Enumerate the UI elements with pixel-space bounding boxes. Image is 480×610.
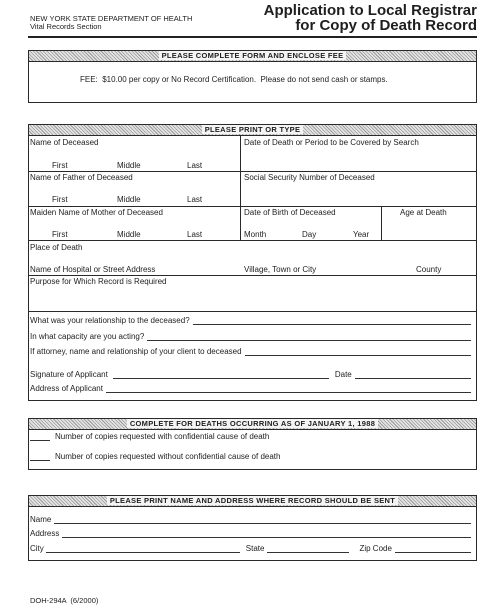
mail-address-label: Address <box>30 529 60 538</box>
applicant-address-blank-line <box>106 386 471 393</box>
row-divider <box>29 206 476 207</box>
fee-heading-text: PLEASE COMPLETE FORM AND ENCLOSE FEE <box>159 51 347 60</box>
copies-without-cause-blank-line <box>30 454 50 461</box>
signature-label: Signature of Applicant <box>30 370 108 379</box>
mail-name-row <box>30 516 471 524</box>
print-heading-text: PLEASE PRINT OR TYPE <box>202 125 304 134</box>
copies-section <box>28 418 477 470</box>
attorney-question-row <box>30 348 471 356</box>
mail-city-blank-line <box>46 546 240 553</box>
form-number: DOH-294A (6/2000) <box>30 596 99 605</box>
division-name: Vital Records Section <box>30 22 102 31</box>
attorney-blank-line <box>245 349 471 356</box>
deceased-middle-name-sublabel: Middle <box>117 161 141 170</box>
mail-state-blank-line <box>267 546 349 553</box>
mailing-section-heading <box>29 496 476 507</box>
mail-city-state-zip-row <box>30 545 471 553</box>
birth-day-sublabel: Day <box>302 230 317 239</box>
applicant-address-label: Address of Applicant <box>30 384 103 393</box>
capacity-blank-line <box>147 334 471 341</box>
signature-blank-line <box>113 372 329 379</box>
form-title-line-2: for Copy of Death Record <box>295 17 477 34</box>
date-of-death-label: Date of Death or Period to be Covered by Search <box>244 138 419 147</box>
agency-name: NEW YORK STATE DEPARTMENT OF HEALTH <box>30 14 193 23</box>
mother-middle-name-sublabel: Middle <box>117 230 141 239</box>
birth-month-sublabel: Month <box>244 230 267 239</box>
mail-state-label: State <box>245 544 265 553</box>
father-middle-name-sublabel: Middle <box>117 195 141 204</box>
relationship-question: What was your relationship to the deceased? <box>30 316 190 325</box>
fee-section-heading <box>29 51 476 62</box>
mailing-address-section <box>28 495 477 561</box>
mail-address-blank-line <box>62 531 471 538</box>
village-town-city-sublabel: Village, Town or City <box>244 265 317 274</box>
mother-last-name-sublabel: Last <box>187 230 203 239</box>
row-divider <box>29 240 476 241</box>
mother-first-name-sublabel: First <box>52 230 68 239</box>
signature-row <box>30 371 471 379</box>
age-at-death-label: Age at Death <box>400 208 447 217</box>
date-blank-line <box>355 372 471 379</box>
deceased-information-section <box>28 124 477 401</box>
age-column-divider <box>381 206 382 240</box>
copies-without-cause-label: Number of copies requested without confidential cause of death <box>55 452 281 461</box>
print-section-heading <box>29 125 476 136</box>
copies-without-cause-row <box>30 453 280 461</box>
father-first-name-sublabel: First <box>52 195 68 204</box>
copies-with-cause-row <box>30 433 269 441</box>
deceased-first-name-sublabel: First <box>52 161 68 170</box>
place-of-death-label: Place of Death <box>30 243 83 252</box>
form-title-line-1: Application to Local Registrar <box>263 2 477 19</box>
birth-year-sublabel: Year <box>353 230 370 239</box>
mailing-heading-text: PLEASE PRINT NAME AND ADDRESS WHERE RECORD SHOULD BE SENT <box>107 496 398 505</box>
purpose-label: Purpose for Which Record is Required <box>30 277 167 286</box>
applicant-address-row <box>30 385 471 393</box>
name-of-father-label: Name of Father of Deceased <box>30 173 133 182</box>
hospital-address-sublabel: Name of Hospital or Street Address <box>30 265 156 274</box>
relationship-blank-line <box>193 318 471 325</box>
capacity-question: In what capacity are you acting? <box>30 332 145 341</box>
name-of-deceased-label: Name of Deceased <box>30 138 99 147</box>
county-sublabel: County <box>416 265 442 274</box>
mail-name-blank-line <box>54 517 471 524</box>
capacity-question-row <box>30 333 471 341</box>
row-divider <box>29 171 476 172</box>
date-label: Date <box>334 370 352 379</box>
father-last-name-sublabel: Last <box>187 195 203 204</box>
header-divider <box>28 36 477 38</box>
column-divider <box>240 136 241 240</box>
fee-section <box>28 50 477 103</box>
ssn-label: Social Security Number of Deceased <box>244 173 375 182</box>
relationship-question-row <box>30 317 471 325</box>
attorney-question: If attorney, name and relationship of your client to deceased <box>30 347 242 356</box>
row-divider <box>29 311 476 312</box>
mail-city-label: City <box>30 544 44 553</box>
mail-name-label: Name <box>30 515 52 524</box>
date-of-birth-label: Date of Birth of Deceased <box>244 208 336 217</box>
mail-zip-blank-line <box>395 546 471 553</box>
mail-address-row <box>30 530 471 538</box>
copies-with-cause-label: Number of copies requested with confidential cause of death <box>55 432 270 441</box>
fee-text: FEE: $10.00 per copy or No Record Certification. Please do not send cash or stamps. <box>80 75 388 84</box>
copies-with-cause-blank-line <box>30 434 50 441</box>
copies-heading-text: COMPLETE FOR DEATHS OCCURRING AS OF JANUARY 1, 1988 <box>127 419 378 428</box>
row-divider <box>29 275 476 276</box>
maiden-name-of-mother-label: Maiden Name of Mother of Deceased <box>30 208 163 217</box>
deceased-last-name-sublabel: Last <box>187 161 203 170</box>
copies-section-heading <box>29 419 476 430</box>
mail-zip-label: Zip Code <box>359 544 392 553</box>
